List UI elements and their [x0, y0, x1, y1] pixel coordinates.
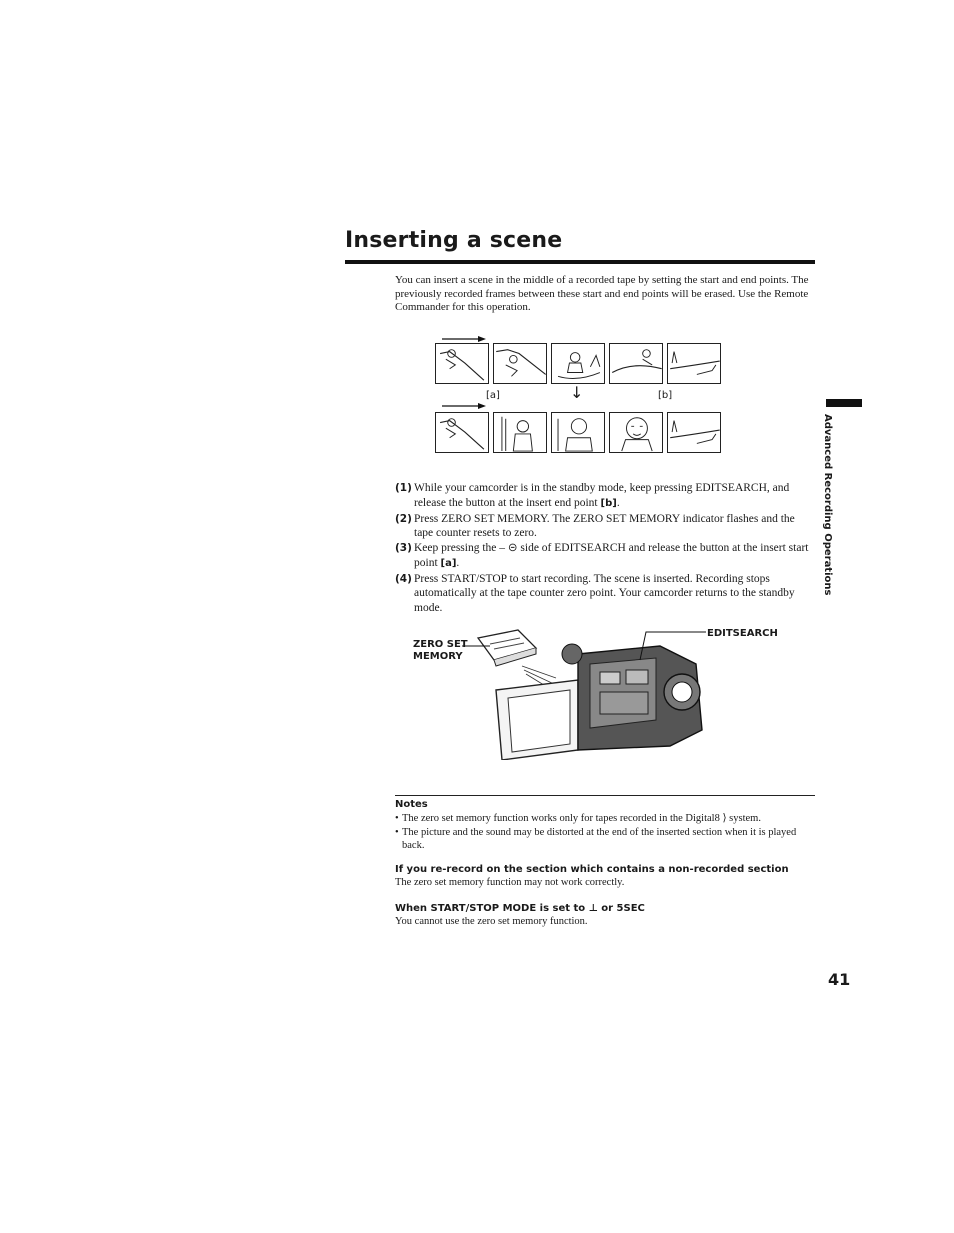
notes-list: [395, 812, 820, 853]
step-item: (4) Press START/STOP to start recording. The scene is inserted. Recording stops automatically at the tape counter zero point. Your camcorder returns to the standby mode.: [395, 572, 795, 614]
frame-bottom-1: [435, 412, 489, 453]
arrow-right-icon: [442, 400, 487, 412]
arrow-down-icon: ↓: [570, 383, 584, 402]
step-item: (2) Press ZERO SET MEMORY. The ZERO SET MEMORY indicator flashes and the tape counter resets to zero.: [395, 512, 795, 539]
camcorder-illustration: [470, 620, 720, 760]
frame-bottom-3: [551, 412, 605, 453]
frame-bottom-2: [493, 412, 547, 453]
label-a: [a]: [486, 390, 500, 401]
frame-bottom-4: [609, 412, 663, 453]
steps-list: [395, 481, 815, 616]
note-item: • The picture and the sound may be distorted at the end of the inserted section when it is played back.: [395, 826, 797, 851]
label-b: [b]: [658, 390, 673, 401]
rerecord-text: The zero set memory function may not work correctly.: [395, 877, 625, 888]
page-title: Inserting a scene: [345, 228, 563, 253]
frame-top-2: [493, 343, 547, 384]
editsearch-callout: EDITSEARCH: [707, 628, 778, 639]
step-item: (1) While your camcorder is in the standby mode, keep pressing EDITSEARCH, and release the button at the insert end point [b].: [395, 482, 790, 509]
page-number: 41: [828, 970, 851, 989]
step-item: (3) Keep pressing the – ⊝ side of EDITSEARCH and release the button at the insert start point [a].: [395, 542, 809, 569]
startstop-text: You cannot use the zero set memory function.: [395, 916, 588, 927]
frame-bottom-5: [667, 412, 721, 453]
frame-top-5: [667, 343, 721, 384]
intro-paragraph: You can insert a scene in the middle of a recorded tape by setting the start and end points. The previously recorded frames between these start and end points will be erased. Use the Remote Commander for this operation.: [395, 274, 809, 313]
zero-set-memory-callout: ZERO SET MEMORY: [413, 639, 468, 662]
title-rule: [345, 260, 815, 264]
notes-heading: Notes: [395, 799, 428, 810]
note-item: • The zero set memory function works only for tapes recorded in the Digital8 ⟩ system.: [395, 813, 761, 824]
frame-top-4: [609, 343, 663, 384]
frame-top-3: [551, 343, 605, 384]
notes-rule: [395, 795, 815, 796]
side-tab: Advanced Recording Operations: [822, 414, 833, 596]
frame-top-1: [435, 343, 489, 384]
startstop-heading: When START/STOP MODE is set to ⊥ or 5SEC: [395, 903, 645, 914]
side-tab-marker: [826, 399, 862, 407]
rerecord-heading: If you re-record on the section which contains a non-recorded section: [395, 864, 789, 875]
